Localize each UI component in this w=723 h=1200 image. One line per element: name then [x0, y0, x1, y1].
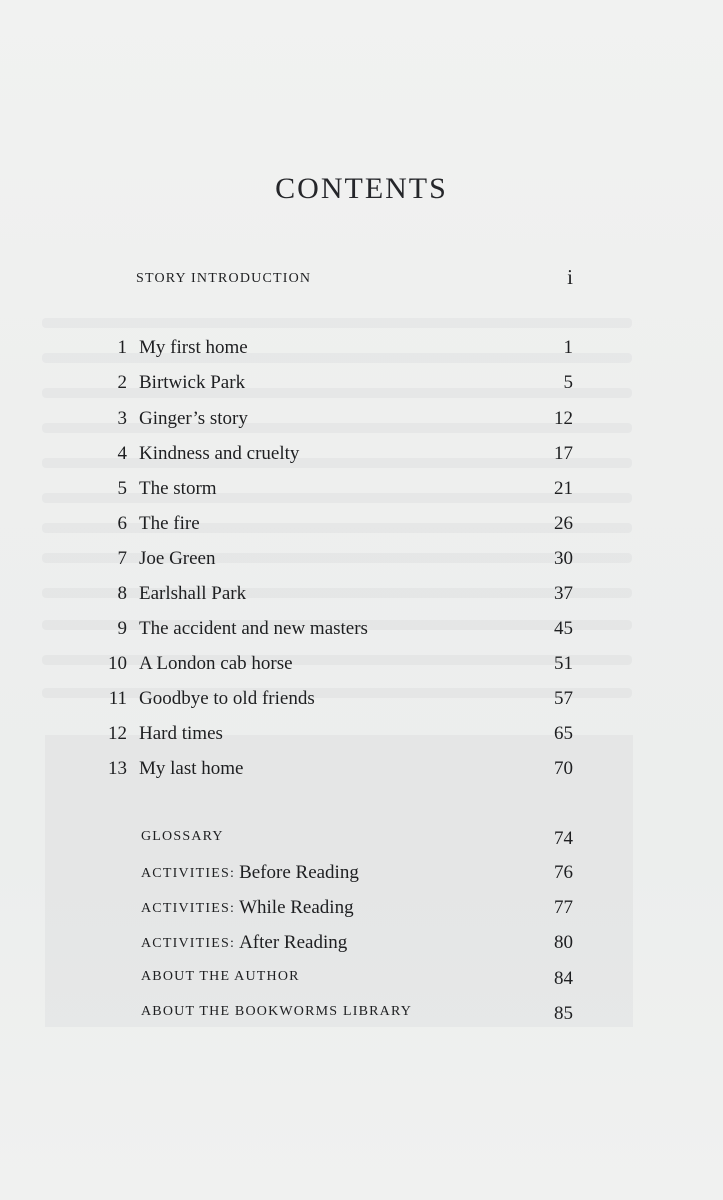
toc-chapter[interactable]	[0, 370, 723, 400]
chapter-number: 7	[117, 548, 127, 569]
toc-chapter[interactable]	[0, 406, 723, 436]
chapter-number: 13	[108, 758, 127, 779]
chapter-page: 17	[554, 443, 573, 464]
toc-back-matter[interactable]	[0, 968, 723, 998]
chapter-title: Birtwick Park	[139, 372, 246, 393]
chapter-page: 30	[554, 548, 573, 569]
back-matter-page: 77	[554, 897, 573, 918]
toc-chapter[interactable]	[0, 441, 723, 471]
chapter-number: 6	[117, 513, 127, 534]
chapter-number: 1	[117, 337, 127, 358]
chapter-title: Earlshall Park	[139, 583, 247, 604]
back-matter-label: ACTIVITIES:	[141, 901, 236, 916]
toc-chapter[interactable]	[0, 756, 723, 786]
chapter-number: 12	[108, 723, 127, 744]
toc-chapter[interactable]	[0, 476, 723, 506]
toc-back-matter[interactable]	[0, 932, 723, 962]
back-matter-page: 85	[554, 1003, 573, 1024]
toc-chapter[interactable]	[0, 581, 723, 611]
toc-entry-label: STORY INTRODUCTION	[136, 271, 312, 286]
back-matter-label: GLOSSARY	[141, 829, 224, 844]
chapter-page: 57	[554, 688, 573, 709]
chapter-title: Kindness and cruelty	[139, 443, 300, 464]
chapter-number: 11	[108, 688, 127, 709]
chapter-title: Joe Green	[139, 548, 216, 569]
chapter-number: 2	[117, 372, 127, 393]
chapter-title: The storm	[139, 478, 217, 499]
chapter-page: 65	[554, 723, 573, 744]
toc-chapter[interactable]	[0, 651, 723, 681]
toc-entry-introduction[interactable]	[0, 265, 723, 295]
chapter-page: 26	[554, 513, 573, 534]
toc-chapter[interactable]	[0, 511, 723, 541]
chapter-title: The fire	[139, 513, 200, 534]
toc-entry-page: i	[567, 265, 573, 289]
back-matter-page: 74	[554, 828, 573, 849]
chapter-page: 1	[563, 337, 573, 358]
back-matter-sublabel: After Reading	[239, 932, 348, 953]
chapter-page: 70	[554, 758, 573, 779]
chapter-page: 45	[554, 618, 573, 639]
toc-chapter[interactable]	[0, 546, 723, 576]
back-matter-sublabel: While Reading	[239, 897, 354, 918]
chapter-number: 10	[108, 653, 127, 674]
back-matter-page: 84	[554, 968, 573, 989]
back-matter-label: ACTIVITIES:	[141, 866, 236, 881]
back-matter-page: 76	[554, 862, 573, 883]
chapter-title: My last home	[139, 758, 244, 779]
toc-chapter[interactable]	[0, 686, 723, 716]
chapter-number: 3	[117, 408, 127, 429]
page-title: CONTENTS	[275, 172, 448, 205]
toc-back-matter[interactable]	[0, 862, 723, 892]
chapter-title: Hard times	[139, 723, 223, 744]
chapter-title: Goodbye to old friends	[139, 688, 315, 709]
chapter-number: 9	[117, 618, 127, 639]
back-matter-label: ABOUT THE BOOKWORMS LIBRARY	[141, 1004, 413, 1019]
back-matter-page: 80	[554, 932, 573, 953]
toc-chapter[interactable]	[0, 616, 723, 646]
chapter-title: My first home	[139, 337, 248, 358]
toc-back-matter[interactable]	[0, 828, 723, 858]
toc-chapter[interactable]	[0, 721, 723, 751]
chapter-title: Ginger’s story	[139, 408, 248, 429]
toc-back-matter[interactable]	[0, 1003, 723, 1033]
chapter-page: 37	[554, 583, 573, 604]
chapter-page: 51	[554, 653, 573, 674]
back-matter-sublabel: Before Reading	[239, 862, 359, 883]
back-matter-label: ABOUT THE AUTHOR	[141, 969, 300, 984]
chapter-title: A London cab horse	[139, 653, 293, 674]
chapter-number: 5	[117, 478, 127, 499]
chapter-number: 8	[117, 583, 127, 604]
chapter-page: 5	[563, 372, 573, 393]
toc-chapter[interactable]	[0, 335, 723, 365]
chapter-page: 12	[554, 408, 573, 429]
chapter-number: 4	[117, 443, 127, 464]
chapter-page: 21	[554, 478, 573, 499]
back-matter-label: ACTIVITIES:	[141, 936, 236, 951]
chapter-title: The accident and new masters	[139, 618, 368, 639]
toc-back-matter[interactable]	[0, 897, 723, 927]
